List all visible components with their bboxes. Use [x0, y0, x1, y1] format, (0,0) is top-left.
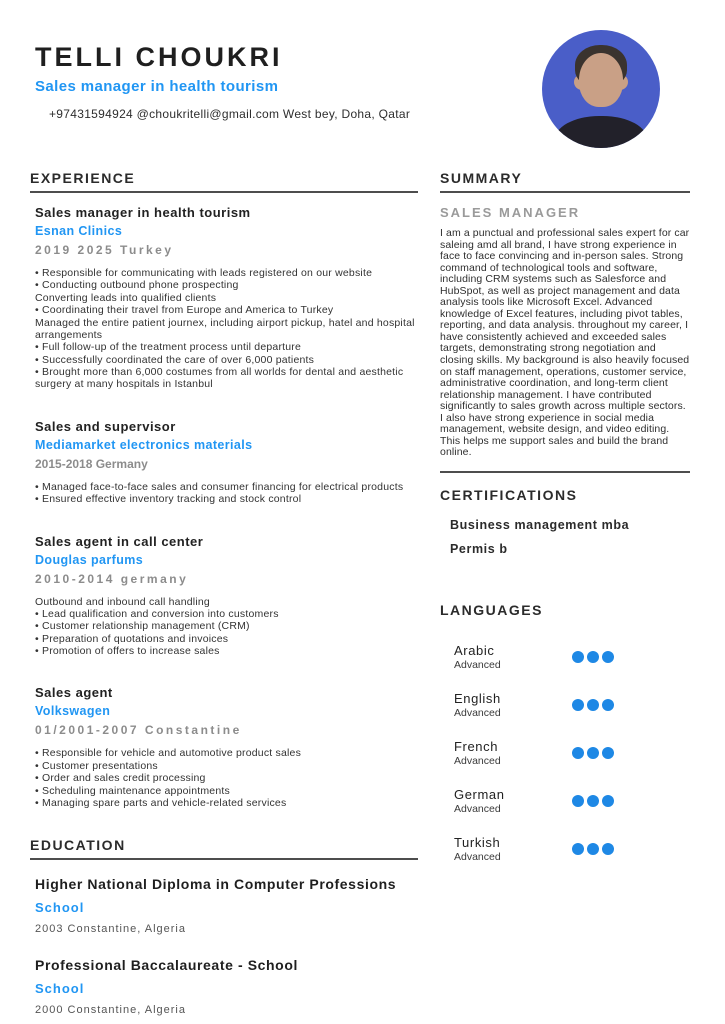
- certification-item: Business management mba: [450, 517, 630, 532]
- section-divider: [440, 471, 690, 473]
- job-date: 2010-2014 germany: [35, 571, 189, 586]
- job-description-line: • Order and sales credit processing: [35, 772, 206, 785]
- proficiency-dot: [587, 651, 599, 663]
- certifications-heading: CERTIFICATIONS: [440, 486, 578, 503]
- proficiency-dot: [602, 699, 614, 711]
- job-description: [35, 747, 418, 809]
- language-labels: [454, 739, 572, 767]
- photo-face: [579, 53, 623, 107]
- language-row: [440, 787, 690, 815]
- job-description-line: Outbound and inbound call handling: [35, 595, 210, 608]
- job-description-line: • Responsible for communicating with leads registered on our website: [35, 267, 373, 279]
- language-proficiency-dots: [572, 795, 614, 807]
- job-description-line: • Managing spare parts and vehicle-related services: [35, 796, 287, 809]
- language-name: French: [454, 738, 499, 754]
- job-description: [35, 596, 418, 658]
- language-labels: [454, 643, 572, 671]
- languages-heading: LANGUAGES: [440, 601, 543, 618]
- job-description-line: Managed the entire patient journex, including airport pickup, hatel and hospital arrangements: [35, 316, 415, 341]
- job-entry: [30, 685, 418, 809]
- proficiency-dot: [572, 795, 584, 807]
- job-description-line: • Coordinating their travel from Europe and America to Turkey: [35, 304, 334, 317]
- language-row: [440, 643, 690, 671]
- language-row: [440, 739, 690, 767]
- language-level: Advanced: [454, 850, 501, 863]
- job-description-line: • Ensured effective inventory tracking and stock control: [35, 493, 302, 506]
- job-description-line: • Conducting outbound phone prospecting: [35, 279, 239, 292]
- photo-shoulders: [554, 116, 648, 148]
- language-labels: [454, 835, 572, 863]
- summary-subheading: SALES MANAGER: [440, 205, 581, 220]
- education-section: [30, 837, 418, 1016]
- job-entry: [30, 205, 418, 391]
- job-title: Sales agent: [35, 685, 113, 701]
- job-title: Sales agent in call center: [35, 533, 204, 549]
- language-proficiency-dots: [572, 843, 614, 855]
- language-level: Advanced: [454, 658, 501, 671]
- proficiency-dot: [587, 843, 599, 855]
- certifications-section: [440, 487, 690, 556]
- header: [30, 30, 690, 148]
- language-name: English: [454, 690, 501, 706]
- proficiency-dot: [602, 843, 614, 855]
- language-name: Arabic: [454, 642, 495, 658]
- job-description-line: • Responsible for vehicle and automotive product sales: [35, 747, 302, 760]
- proficiency-dot: [572, 843, 584, 855]
- summary-text: I am a punctual and professional sales expert for car saleing amd all brand, I have strong experience in face to face convincing and in-person sales. Strong command of technological tools and software, including CRM systems such as Salesforce and HubSpot, as well as project management and data analysis tools like Microsoft Excel. Advanced knowledge of Excel features, including pivot tables, reporting, and data analysis. throughout my career, I have consistently achieved and exceeded sales targets, demonstrating strong negotiation and closing skills. My background is also heavily focused on staff management, operations, customer service, administrative coordination, and long-term client relationship management. I have contributed significantly to sales growth across multiple sectors. I also have strong experience in social media management, website design, and video editing. This helps me support sales and build the brand online.: [440, 227, 690, 459]
- language-proficiency-dots: [572, 699, 614, 711]
- proficiency-dot: [602, 795, 614, 807]
- job-description-line: • Preparation of quotations and invoices: [35, 632, 229, 645]
- job-description-line: Converting leads into qualified clients: [35, 291, 217, 304]
- proficiency-dot: [602, 747, 614, 759]
- job-date: 01/2001-2007 Constantine: [35, 723, 242, 738]
- proficiency-dot: [572, 651, 584, 663]
- certification-list: [440, 518, 690, 556]
- language-level: Advanced: [454, 706, 501, 719]
- language-list: [440, 643, 690, 863]
- job-title: Sales and supervisor: [35, 418, 176, 434]
- language-row: [440, 835, 690, 863]
- language-name: German: [454, 786, 505, 802]
- language-row: [440, 691, 690, 719]
- job-description-line: • Scheduling maintenance appointments: [35, 784, 230, 797]
- proficiency-dot: [572, 699, 584, 711]
- language-proficiency-dots: [572, 651, 614, 663]
- summary-section: [440, 170, 690, 459]
- language-proficiency-dots: [572, 747, 614, 759]
- education-school: School: [35, 981, 85, 997]
- job-company: Volkswagen: [35, 704, 111, 719]
- job-entry: [30, 534, 418, 658]
- contact-line: +97431594924 @choukritelli@gmail.com West bey, Doha, Qatar: [49, 107, 411, 121]
- proficiency-dot: [587, 699, 599, 711]
- job-date: 2019 2025 Turkey: [35, 243, 174, 257]
- education-title: Professional Baccalaureate - School: [35, 957, 298, 974]
- job-description-line: • Lead qualification and conversion into customers: [35, 607, 279, 620]
- job-company: Douglas parfums: [35, 552, 144, 567]
- job-description-line: • Brought more than 6,000 costumes from all worlds for dental and aesthetic surgery at many hospitals in Istanbul: [35, 366, 404, 391]
- certification-item: Permis b: [450, 541, 508, 556]
- language-name: Turkish: [454, 834, 501, 850]
- job-date: 2015-2018 Germany: [35, 456, 148, 471]
- education-date: 2000 Constantine, Algeria: [35, 1004, 186, 1017]
- education-list: [30, 876, 418, 1016]
- job-title: Sales manager in health tourism: [35, 205, 251, 220]
- job-headline: Sales manager in health tourism: [35, 78, 279, 95]
- education-entry: [35, 957, 418, 1016]
- job-description: [35, 267, 418, 391]
- proficiency-dot: [587, 747, 599, 759]
- job-description-line: • Customer presentations: [35, 759, 158, 772]
- job-entry: [30, 419, 418, 506]
- language-level: Advanced: [454, 754, 501, 767]
- left-column: [30, 170, 418, 1024]
- job-description: [35, 481, 418, 506]
- language-level: Advanced: [454, 802, 501, 815]
- experience-heading: EXPERIENCE: [30, 170, 418, 193]
- education-entry: [35, 876, 418, 935]
- education-school: School: [35, 900, 85, 916]
- profile-photo: [542, 30, 660, 148]
- person-name: TELLI CHOUKRI: [35, 42, 283, 72]
- education-title: Higher National Diploma in Computer Professions: [35, 876, 397, 893]
- proficiency-dot: [587, 795, 599, 807]
- two-column-layout: [30, 170, 690, 1024]
- experience-section: [30, 170, 418, 809]
- right-column: [440, 170, 690, 1024]
- languages-section: [440, 602, 690, 863]
- proficiency-dot: [602, 651, 614, 663]
- education-date: 2003 Constantine, Algeria: [35, 923, 186, 936]
- job-description-line: • Successfully coordinated the care of over 6,000 patients: [35, 353, 315, 366]
- language-labels: [454, 691, 572, 719]
- summary-heading: SUMMARY: [440, 170, 690, 193]
- job-description-line: • Full follow-up of the treatment process until departure: [35, 341, 302, 354]
- language-labels: [454, 787, 572, 815]
- job-company: Esnan Clinics: [35, 224, 123, 238]
- proficiency-dot: [572, 747, 584, 759]
- job-description-line: • Customer relationship management (CRM): [35, 620, 250, 633]
- education-heading: EDUCATION: [30, 837, 418, 860]
- job-description-line: • Managed face-to-face sales and consumer financing for electrical products: [35, 480, 404, 493]
- job-list: [30, 205, 418, 809]
- job-description-line: • Promotion of offers to increase sales: [35, 645, 220, 657]
- job-company: Mediamarket electronics materials: [35, 437, 253, 452]
